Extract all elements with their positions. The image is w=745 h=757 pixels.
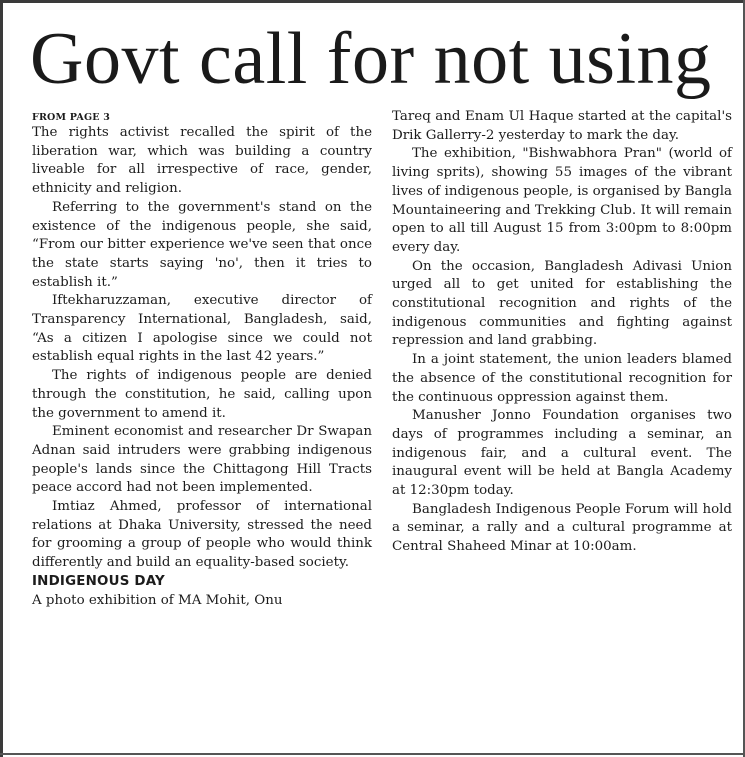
paragraph: A photo exhibition of MA Mohit, Onu [32, 592, 283, 608]
paragraph: In a joint statement, the union leaders blamed the absence of the constitutional recognition for the continuous oppression against them. [392, 352, 732, 405]
section-subhead: INDIGENOUS DAY [32, 573, 165, 589]
paragraph: Tareq and Enam Ul Haque started at the capital's Drik Gallerry-2 yesterday to mark the day. [392, 109, 732, 143]
paragraph: Manusher Jonno Foundation organises two days of programmes including a seminar, an indigenous fair, and a cultural event. The inaugural event will be held at Bangla Academy at 12:30pm today. [392, 408, 732, 499]
article-column-left [32, 112, 372, 610]
paragraph: Iftekharuzzaman, executive director of Transparency International, Bangladesh, said, “As a citizen I apologise since we could not establish equal rights in the last 42 years.” [32, 293, 372, 365]
paragraph: Referring to the government's stand on the existence of the indigenous people, she said, “From our bitter experience we've seen that once the state starts saying 'no', then it tries to establish it.” [32, 199, 372, 290]
article-column-right [392, 108, 732, 557]
paragraph: The rights activist recalled the spirit of the liberation war, which was building a country liveable for all irrespective of race, gender, ethnicity and religion. [32, 125, 372, 197]
frame-border-top [0, 0, 745, 3]
frame-border-left [0, 0, 3, 757]
paragraph: Eminent economist and researcher Dr Swapan Adnan said intruders were grabbing indigenous people's lands since the Chittagong Hill Tracts peace accord had not been implemented. [32, 424, 372, 496]
paragraph: Bangladesh Indigenous People Forum will hold a seminar, a rally and a cultural programme at Central Shaheed Minar at 10:00am. [392, 501, 732, 555]
paragraph: The rights of indigenous people are denied through the constitution, he said, calling upon the government to amend it. [32, 368, 372, 421]
headline: Govt call for not using [30, 18, 712, 100]
continuation-kicker: FROM PAGE 3 [32, 112, 111, 123]
paragraph: On the occasion, Bangladesh Adivasi Union urged all to get united for establishing the constitutional recognition and rights of the indigenous communities and fighting against repression and land grabbing. [392, 258, 732, 349]
frame-border-bottom [0, 753, 745, 755]
paragraph: Imtiaz Ahmed, professor of international relations at Dhaka University, stressed the need for grooming a group of people who would think differently and build an equality-based society. [32, 499, 372, 571]
paragraph: The exhibition, "Bishwabhora Pran" (world of living sprits), showing 55 images of the vibrant lives of indigenous people, is organised by Bangla Mountaineering and Trekking Club. It will remain open to all till August 15 from 3:00pm to 8:00pm every day. [392, 146, 732, 255]
